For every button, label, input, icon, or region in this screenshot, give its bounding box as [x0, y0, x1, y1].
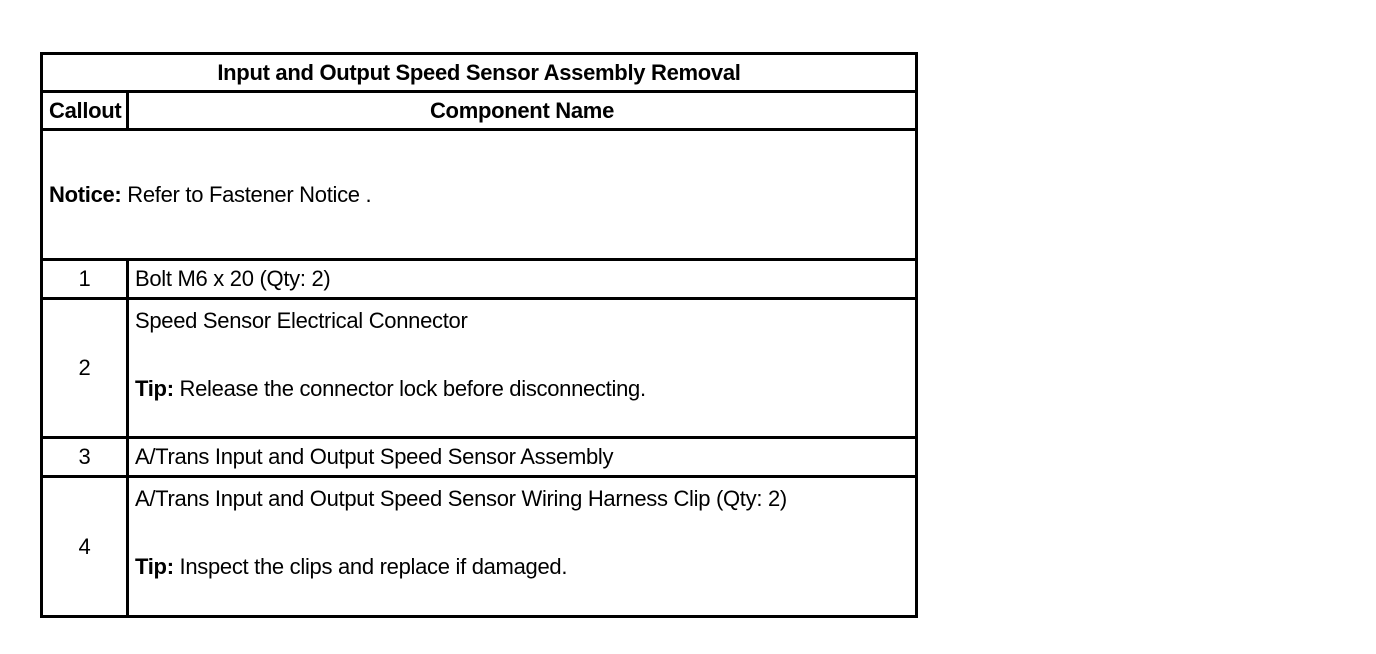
- callout-number: 1: [42, 260, 128, 299]
- notice-cell: [42, 130, 917, 260]
- table-header-row: [42, 92, 917, 130]
- table-row: [42, 477, 917, 617]
- table-row: [42, 299, 917, 438]
- header-callout: Callout: [42, 92, 128, 130]
- tip-line: [135, 554, 909, 580]
- table-row: [42, 260, 917, 299]
- table-row: [42, 438, 917, 477]
- table-title-row: [42, 54, 917, 92]
- table-title: Input and Output Speed Sensor Assembly Removal: [42, 54, 917, 92]
- component-cell: [128, 299, 917, 438]
- component-name: Bolt M6 x 20 (Qty: 2): [128, 260, 917, 299]
- callout-number: 4: [42, 477, 128, 617]
- callout-number: 3: [42, 438, 128, 477]
- component-name: A/Trans Input and Output Speed Sensor Wiring Harness Clip (Qty: 2): [135, 486, 787, 511]
- tip-text: Release the connector lock before disconnecting.: [179, 376, 646, 401]
- header-component-name: Component Name: [128, 92, 917, 130]
- component-cell: [128, 477, 917, 617]
- notice-text: Refer to Fastener Notice .: [127, 181, 372, 207]
- notice-row: [42, 130, 917, 260]
- tip-line: [135, 376, 909, 402]
- tip-label: Tip:: [135, 554, 174, 579]
- tip-text: Inspect the clips and replace if damaged.: [179, 554, 568, 579]
- tip-label: Tip:: [135, 376, 174, 401]
- notice-label: Notice:: [49, 181, 122, 207]
- callout-number: 2: [42, 299, 128, 438]
- component-table: [40, 52, 918, 618]
- component-name: A/Trans Input and Output Speed Sensor Assembly: [128, 438, 917, 477]
- component-name: Speed Sensor Electrical Connector: [135, 308, 468, 333]
